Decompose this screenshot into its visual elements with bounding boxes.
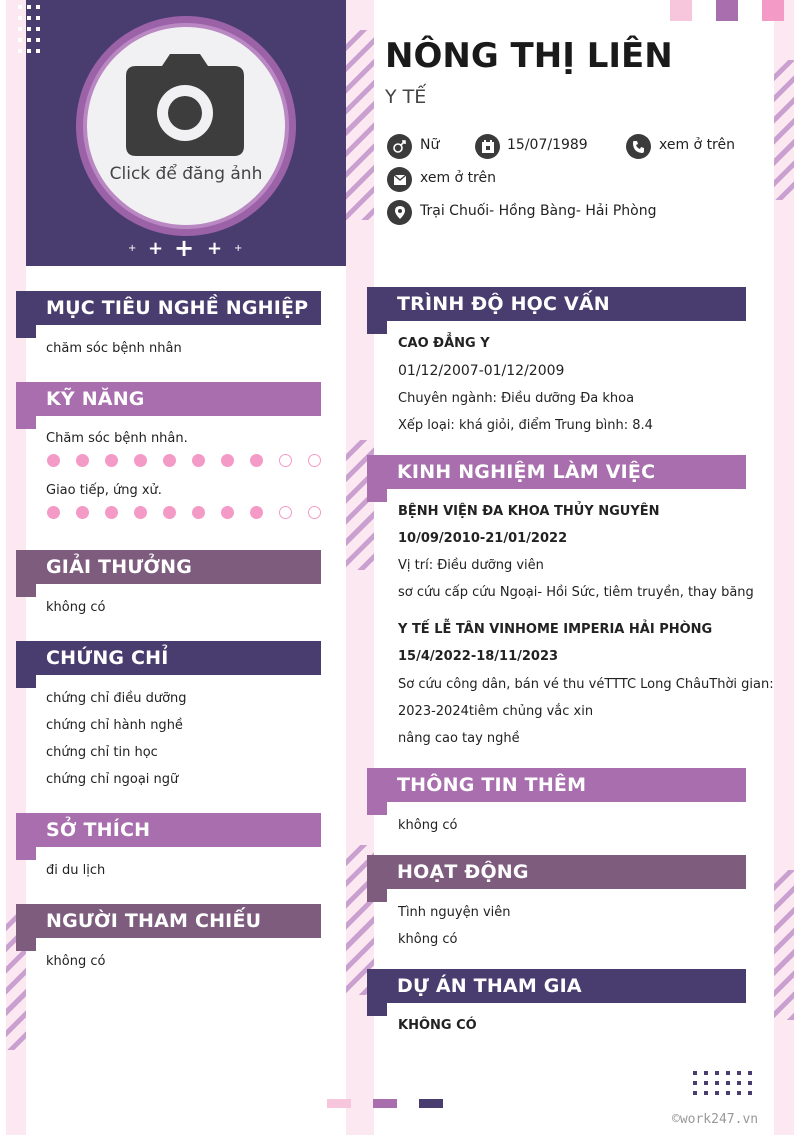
rating-dot-filled — [250, 454, 263, 467]
references-text[interactable]: không có — [46, 954, 106, 969]
right-hatch-bottom — [774, 870, 794, 1020]
rating-dot-empty — [308, 454, 321, 467]
center-hatch-top — [346, 30, 374, 220]
job-detail[interactable]: sơ cứu cấp cứu Ngoại- Hồi Sức, tiêm truyền, thay băng — [398, 585, 754, 600]
hobbies-text[interactable]: đi du lịch — [46, 863, 106, 878]
rating-dot-filled — [47, 454, 60, 467]
certificate-item[interactable]: chứng chỉ hành nghề — [46, 718, 183, 733]
rating-dot-filled — [221, 454, 234, 467]
rating-dot-filled — [105, 506, 118, 519]
activity-item[interactable]: không có — [398, 932, 458, 947]
panel-plus-decor: + + + + + — [128, 234, 243, 262]
certificates-heading[interactable]: CHỨNG CHỈ — [16, 641, 321, 675]
education-heading[interactable]: TRÌNH ĐỘ HỌC VẤN — [367, 287, 746, 321]
awards-heading[interactable]: GIẢI THƯỞNG — [16, 550, 321, 584]
education-period[interactable]: 01/12/2007-01/12/2009 — [398, 363, 565, 379]
job-title[interactable]: Y TẾ — [385, 86, 427, 108]
job-period[interactable]: 10/09/2010-21/01/2022 — [398, 531, 568, 546]
extra-text[interactable]: không có — [398, 818, 458, 833]
rating-dot-filled — [192, 454, 205, 467]
skills-heading[interactable]: KỸ NĂNG — [16, 382, 321, 416]
job-period[interactable]: 15/4/2022-18/11/2023 — [398, 649, 559, 664]
hobbies-heading[interactable]: SỞ THÍCH — [16, 813, 321, 847]
references-heading[interactable]: NGƯỜI THAM CHIẾU — [16, 904, 321, 938]
rating-dot-filled — [105, 454, 118, 467]
rating-dot-filled — [250, 506, 263, 519]
skill-rating[interactable] — [46, 453, 326, 469]
education-school[interactable]: CAO ĐẲNG Y — [398, 336, 490, 351]
footer-bar-1 — [327, 1099, 351, 1108]
phone-value[interactable]: xem ở trên — [659, 137, 735, 153]
address-value[interactable]: Trại Chuối- Hồng Bàng- Hải Phòng — [420, 203, 657, 219]
job-detail[interactable]: Vị trí: Điều dưỡng viên — [398, 558, 544, 573]
certificate-item[interactable]: chứng chỉ tin học — [46, 745, 158, 760]
deco-square-2 — [716, 0, 738, 21]
rating-dot-filled — [192, 506, 205, 519]
rating-dot-filled — [134, 506, 147, 519]
awards-text[interactable]: không có — [46, 600, 106, 615]
job-detail[interactable]: 2023-2024tiêm chủng vắc xin — [398, 704, 594, 719]
gender-value[interactable]: Nữ — [420, 137, 440, 153]
skill-name[interactable]: Chăm sóc bệnh nhân. — [46, 431, 188, 446]
objective-text[interactable]: chăm sóc bệnh nhân — [46, 341, 182, 356]
email-value[interactable]: xem ở trên — [420, 170, 496, 186]
skill-name[interactable]: Giao tiếp, ứng xử. — [46, 483, 162, 498]
activities-heading[interactable]: HOẠT ĐỘNG — [367, 855, 746, 889]
job-detail[interactable]: nâng cao tay nghề — [398, 731, 520, 746]
right-hatch-top — [774, 60, 794, 200]
footer-bar-3 — [419, 1099, 443, 1108]
deco-square-3 — [762, 0, 784, 21]
rating-dot-empty — [279, 454, 292, 467]
full-name[interactable]: NÔNG THỊ LIÊN — [385, 36, 673, 76]
rating-dot-filled — [163, 506, 176, 519]
photo-label: Click để đăng ảnh — [109, 164, 263, 184]
location-icon — [387, 200, 412, 225]
rating-dot-empty — [308, 506, 321, 519]
watermark: ©work247.vn — [672, 1112, 759, 1127]
activity-item[interactable]: Tình nguyện viên — [398, 905, 511, 920]
certificate-item[interactable]: chứng chỉ ngoại ngữ — [46, 772, 179, 787]
projects-heading[interactable]: DỰ ÁN THAM GIA — [367, 969, 746, 1003]
rating-dot-filled — [221, 506, 234, 519]
photo-upload[interactable] — [76, 16, 296, 236]
birthday-value[interactable]: 15/07/1989 — [507, 137, 588, 153]
rating-dot-filled — [76, 506, 89, 519]
rating-dot-empty — [279, 506, 292, 519]
rating-dot-filled — [47, 506, 60, 519]
calendar-icon — [475, 134, 500, 159]
objective-heading[interactable]: MỤC TIÊU NGHỀ NGHIỆP — [16, 291, 321, 325]
footer-dots — [693, 1071, 763, 1097]
footer-bar-2 — [373, 1099, 397, 1108]
panel-dots — [18, 5, 50, 60]
job-company[interactable]: Y TẾ LỄ TÂN VINHOME IMPERIA HẢI PHÒNG — [398, 622, 713, 637]
certificate-item[interactable]: chứng chỉ điều dưỡng — [46, 691, 187, 706]
skill-rating[interactable] — [46, 505, 326, 521]
job-detail[interactable]: Sơ cứu công dân, bán vé thu véTTTC Long ChâuThời gian: — [398, 677, 774, 692]
rating-dot-filled — [163, 454, 176, 467]
email-icon — [387, 167, 412, 192]
education-major[interactable]: Chuyên ngành: Điều dưỡng Đa khoa — [398, 391, 635, 406]
camera-icon — [124, 54, 246, 158]
extra-heading[interactable]: THÔNG TIN THÊM — [367, 768, 746, 802]
education-grade[interactable]: Xếp loại: khá giỏi, điểm Trung bình: 8.4 — [398, 418, 653, 433]
rating-dot-filled — [134, 454, 147, 467]
phone-icon — [626, 134, 651, 159]
gender-icon — [387, 134, 412, 159]
job-company[interactable]: BỆNH VIỆN ĐA KHOA THỦY NGUYÊN — [398, 504, 660, 519]
projects-text[interactable]: KHÔNG CÓ — [398, 1018, 477, 1033]
rating-dot-filled — [76, 454, 89, 467]
experience-heading[interactable]: KINH NGHIỆM LÀM VIỆC — [367, 455, 746, 489]
deco-square-1 — [670, 0, 692, 21]
